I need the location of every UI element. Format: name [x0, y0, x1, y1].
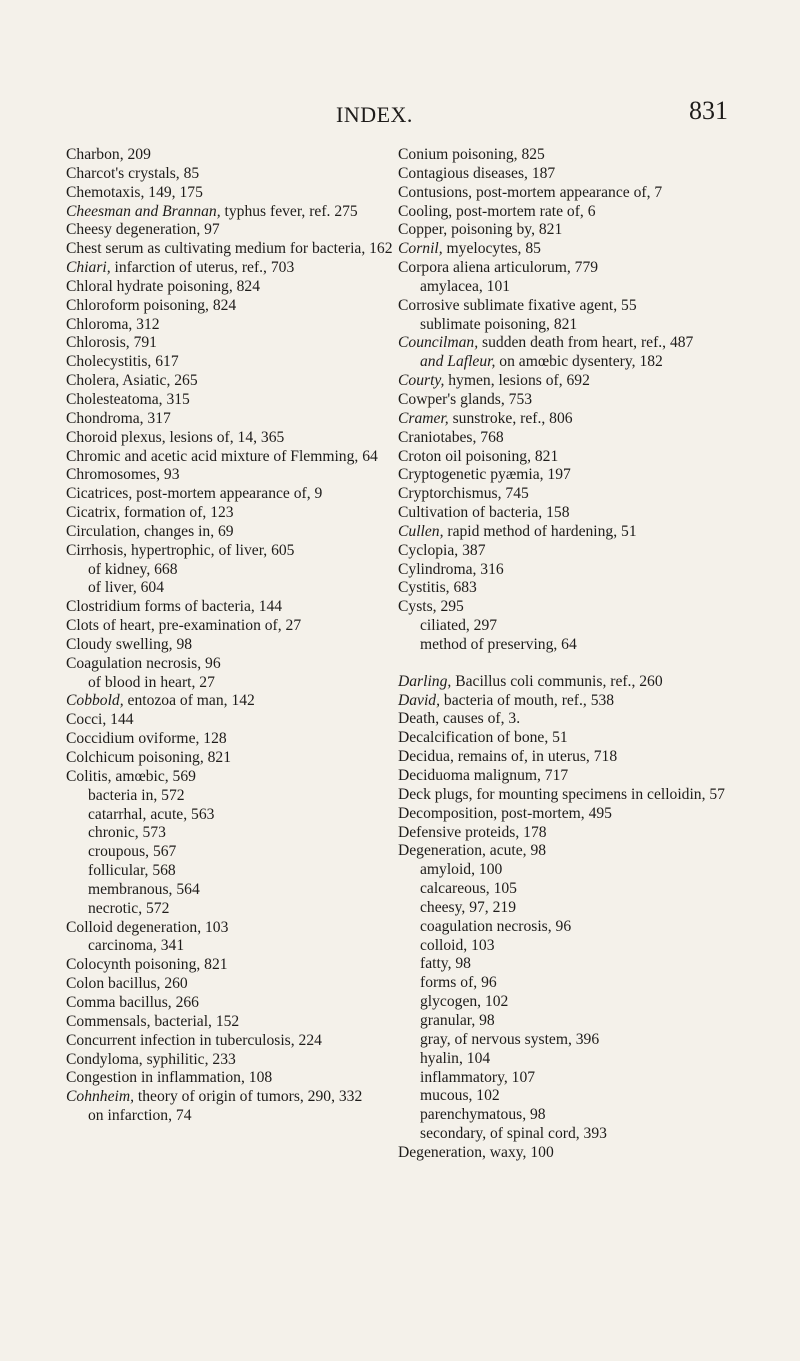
entry-text: Corpora aliena articulorum, 779	[398, 259, 599, 277]
index-subentry	[398, 974, 743, 993]
entry-text: Decalcification of bone, 51	[398, 729, 568, 747]
index-entry	[66, 203, 396, 222]
entry-text: typhus fever, ref. 275	[220, 202, 358, 220]
entry-text: ciliated, 297	[420, 617, 498, 635]
index-subentry	[66, 824, 396, 843]
index-entry	[398, 184, 743, 203]
entry-text: hymen, lesions of, 692	[444, 372, 590, 390]
entry-text: Circulation, changes in, 69	[66, 522, 234, 540]
index-subentry	[398, 353, 743, 372]
index-entry	[66, 278, 396, 297]
entry-text: Congestion in inflammation, 108	[66, 1069, 273, 1087]
index-entry	[398, 598, 743, 617]
entry-text: parenchymatous, 98	[420, 1106, 546, 1124]
entry-text: bacteria in, 572	[88, 786, 185, 804]
entry-text: Cooling, post-mortem rate of, 6	[398, 202, 596, 220]
index-entry	[398, 410, 743, 429]
entry-text: forms of, 96	[420, 974, 497, 992]
entry-text: Colon bacillus, 260	[66, 975, 188, 993]
index-column-left	[66, 146, 396, 1126]
entry-text: of liver, 604	[88, 579, 165, 597]
index-entry	[398, 485, 743, 504]
index-subentry	[66, 561, 396, 580]
entry-text: secondary, of spinal cord, 393	[420, 1125, 607, 1143]
index-entry	[66, 994, 396, 1013]
entry-text: Degeneration, waxy, 100	[398, 1143, 554, 1161]
index-entry	[66, 919, 396, 938]
index-entry	[398, 824, 743, 843]
index-entry	[66, 372, 396, 391]
index-subentry	[398, 937, 743, 956]
index-entry	[398, 748, 743, 767]
author-name: Councilman,	[398, 334, 479, 352]
entry-text: Cystitis, 683	[398, 579, 477, 597]
entry-text: on infarction, 74	[88, 1107, 192, 1125]
entry-text: Copper, poisoning by, 821	[398, 221, 563, 239]
entry-text: Chest serum as cultivating medium for bacteria, 162	[66, 240, 393, 258]
index-entry	[66, 353, 396, 372]
page-number: 831	[689, 96, 728, 125]
entry-text: Contagious diseases, 187	[398, 164, 556, 182]
index-subentry	[398, 955, 743, 974]
index-entry	[66, 1032, 396, 1051]
index-entry	[66, 975, 396, 994]
index-entry	[66, 391, 396, 410]
author-name: David,	[398, 691, 441, 709]
entry-text: Cowper's glands, 753	[398, 390, 533, 408]
entry-text: colloid, 103	[420, 936, 495, 954]
index-subentry	[398, 617, 743, 636]
author-name: Cheesman and Brannan,	[66, 202, 221, 220]
index-entry	[398, 842, 743, 861]
index-subentry	[398, 636, 743, 655]
entry-text: Chondroma, 317	[66, 409, 171, 427]
entry-text: amylacea, 101	[420, 277, 511, 295]
entry-text: mucous, 102	[420, 1087, 500, 1105]
index-entry	[398, 561, 743, 580]
entry-text: on amœbic dysentery, 182	[495, 353, 663, 371]
entry-text: Chloroma, 312	[66, 315, 160, 333]
index-entry	[66, 259, 396, 278]
entry-text: Clostridium forms of bacteria, 144	[66, 598, 283, 616]
index-subentry	[66, 937, 396, 956]
entry-text: glycogen, 102	[420, 993, 509, 1011]
entry-text: Conium poisoning, 825	[398, 146, 545, 163]
entry-text: Decidua, remains of, in uterus, 718	[398, 748, 618, 766]
index-entry	[398, 1144, 743, 1163]
entry-text: Degeneration, acute, 98	[398, 842, 547, 860]
entry-text: Colitis, amœbic, 569	[66, 767, 196, 785]
index-entry	[66, 240, 396, 259]
index-subentry	[66, 881, 396, 900]
entry-text: Cyclopia, 387	[398, 541, 486, 559]
entry-text: Cysts, 295	[398, 598, 464, 616]
index-entry	[398, 466, 743, 485]
index-subentry	[398, 1012, 743, 1031]
index-entry	[66, 749, 396, 768]
entry-text: Coccidium oviforme, 128	[66, 730, 227, 748]
entry-text: Defensive proteids, 178	[398, 823, 547, 841]
index-subentry	[66, 862, 396, 881]
author-name: Cullen,	[398, 522, 444, 540]
index-entry	[66, 429, 396, 448]
index-subentry	[398, 316, 743, 335]
entry-text: Cholecystitis, 617	[66, 353, 179, 371]
index-entry	[398, 523, 743, 542]
index-entry	[398, 579, 743, 598]
entry-text: entozoa of man, 142	[123, 692, 255, 710]
index-entry	[398, 805, 743, 824]
entry-text: Death, causes of, 3.	[398, 710, 521, 728]
entry-text: Bacillus coli communis, ref., 260	[451, 672, 663, 690]
index-subentry	[398, 1050, 743, 1069]
entry-text: fatty, 98	[420, 955, 471, 973]
author-name: Chiari,	[66, 259, 111, 277]
entry-text: Concurrent infection in tuberculosis, 224	[66, 1031, 322, 1049]
entry-text: Chlorosis, 791	[66, 334, 157, 352]
entry-text: Croton oil poisoning, 821	[398, 447, 559, 465]
index-entry	[66, 655, 396, 674]
entry-text: sudden death from heart, ref., 487	[478, 334, 694, 352]
index-subentry	[398, 278, 743, 297]
entry-text: Cultivation of bacteria, 158	[398, 504, 570, 522]
index-entry	[398, 673, 743, 692]
running-head: INDEX.	[336, 102, 413, 127]
entry-text: Commensals, bacterial, 152	[66, 1012, 240, 1030]
entry-text: Contusions, post-mortem appearance of, 7	[398, 183, 663, 201]
index-entry	[398, 165, 743, 184]
entry-text: Condyloma, syphilitic, 233	[66, 1050, 236, 1068]
entry-text: of blood in heart, 27	[88, 673, 215, 691]
entry-text: calcareous, 105	[420, 880, 517, 898]
entry-text: Coagulation necrosis, 96	[66, 654, 221, 672]
index-entry	[66, 692, 396, 711]
index-entry	[398, 767, 743, 786]
entry-text: croupous, 567	[88, 843, 177, 861]
entry-text: coagulation necrosis, 96	[420, 917, 572, 935]
index-subentry	[398, 1087, 743, 1106]
entry-text: rapid method of hardening, 51	[443, 522, 637, 540]
entry-text: sublimate poisoning, 821	[420, 315, 578, 333]
index-entry	[66, 448, 396, 467]
index-entry	[398, 542, 743, 561]
entry-text: method of preserving, 64	[420, 635, 577, 653]
index-subentry	[66, 900, 396, 919]
entry-text: Choroid plexus, lesions of, 14, 365	[66, 428, 285, 446]
index-entry	[398, 259, 743, 278]
index-subentry	[398, 1125, 743, 1144]
entry-text: Colloid degeneration, 103	[66, 918, 229, 936]
index-entry	[398, 786, 743, 805]
index-entry	[66, 542, 396, 561]
index-entry	[66, 466, 396, 485]
entry-text: follicular, 568	[88, 862, 176, 880]
author-name: and Lafleur,	[420, 353, 496, 371]
entry-text: theory of origin of tumors, 290, 332	[134, 1088, 363, 1106]
index-entry	[66, 316, 396, 335]
entry-text: Cocci, 144	[66, 711, 134, 729]
entry-text: Colocynth poisoning, 821	[66, 956, 228, 974]
index-entry	[398, 504, 743, 523]
index-entry	[398, 240, 743, 259]
index-entry	[66, 146, 396, 165]
index-subentry	[398, 1106, 743, 1125]
author-name: Darling,	[398, 672, 452, 690]
entry-text: hyalin, 104	[420, 1049, 491, 1067]
entry-text: Charbon, 209	[66, 146, 151, 163]
index-column-right	[398, 146, 743, 1163]
entry-text: myelocytes, 85	[442, 240, 541, 258]
index-entry	[398, 710, 743, 729]
entry-text: Chemotaxis, 149, 175	[66, 183, 203, 201]
index-subentry	[398, 1069, 743, 1088]
index-subentry	[398, 899, 743, 918]
index-entry	[66, 730, 396, 749]
index-entry	[66, 598, 396, 617]
entry-text: Comma bacillus, 266	[66, 993, 199, 1011]
index-entry	[66, 711, 396, 730]
index-entry	[66, 1013, 396, 1032]
page-header	[0, 96, 800, 142]
index-entry	[66, 297, 396, 316]
index-entry	[66, 221, 396, 240]
index-subentry	[66, 806, 396, 825]
entry-text: gray, of nervous system, 396	[420, 1030, 600, 1048]
entry-text: Chromic and acetic acid mixture of Flemming, 64	[66, 447, 378, 465]
index-subentry	[398, 918, 743, 937]
index-entry	[398, 692, 743, 711]
index-entry	[398, 729, 743, 748]
entry-text: Craniotabes, 768	[398, 428, 504, 446]
index-entry	[398, 448, 743, 467]
entry-text: Colchicum poisoning, 821	[66, 749, 232, 766]
entry-text: infarction of uterus, ref., 703	[110, 259, 295, 277]
index-entry	[398, 429, 743, 448]
index-entry	[66, 768, 396, 787]
entry-text: Cirrhosis, hypertrophic, of liver, 605	[66, 541, 295, 559]
entry-text: Cholera, Asiatic, 265	[66, 372, 198, 390]
entry-text: chronic, 573	[88, 824, 166, 842]
entry-text: inflammatory, 107	[420, 1068, 536, 1086]
entry-text: Cicatrix, formation of, 123	[66, 504, 234, 522]
index-entry	[398, 203, 743, 222]
index-entry	[66, 410, 396, 429]
index-entry	[66, 485, 396, 504]
entry-text: Deciduoma malignum, 717	[398, 767, 569, 784]
index-entry	[398, 221, 743, 240]
index-entry	[66, 617, 396, 636]
entry-text: cheesy, 97, 219	[420, 898, 516, 916]
entry-text: Chromosomes, 93	[66, 466, 180, 484]
index-entry	[398, 297, 743, 316]
author-name: Cobbold,	[66, 692, 124, 710]
entry-text: Decomposition, post-mortem, 495	[398, 804, 612, 822]
entry-text: Cylindroma, 316	[398, 560, 504, 578]
index-subentry	[398, 993, 743, 1012]
entry-text: Cloudy swelling, 98	[66, 635, 193, 653]
index-entry	[66, 956, 396, 975]
entry-text: Cicatrices, post-mortem appearance of, 9	[66, 485, 323, 503]
entry-text: Chloroform poisoning, 824	[66, 296, 237, 314]
entry-text: Chloral hydrate poisoning, 824	[66, 277, 261, 295]
index-entry	[66, 636, 396, 655]
index-entry	[66, 1088, 396, 1107]
index-entry	[66, 1069, 396, 1088]
author-name: Cornil,	[398, 240, 443, 258]
author-name: Cohnheim,	[66, 1088, 135, 1106]
index-subentry	[398, 861, 743, 880]
index-entry	[66, 504, 396, 523]
index-subentry	[66, 843, 396, 862]
entry-text: necrotic, 572	[88, 899, 170, 917]
author-name: Courty,	[398, 372, 445, 390]
entry-text: Cheesy degeneration, 97	[66, 221, 220, 239]
index-entry	[66, 165, 396, 184]
entry-text: Clots of heart, pre-examination of, 27	[66, 617, 302, 635]
index-entry	[398, 146, 743, 165]
entry-text: amyloid, 100	[420, 861, 503, 879]
index-entry	[398, 391, 743, 410]
index-subentry	[398, 1031, 743, 1050]
index-subentry	[66, 674, 396, 693]
entry-text: of kidney, 668	[88, 560, 178, 578]
entry-text: catarrhal, acute, 563	[88, 805, 215, 823]
index-entry	[398, 372, 743, 391]
entry-text: Charcot's crystals, 85	[66, 164, 200, 182]
entry-text: Cryptorchismus, 745	[398, 485, 529, 503]
index-entry	[398, 334, 743, 353]
entry-text: Corrosive sublimate fixative agent, 55	[398, 296, 637, 314]
entry-text: Cholesteatoma, 315	[66, 390, 190, 408]
entry-text: granular, 98	[420, 1011, 495, 1029]
entry-text: membranous, 564	[88, 880, 200, 898]
entry-text: sunstroke, ref., 806	[448, 409, 573, 427]
index-subentry	[66, 1107, 396, 1126]
index-subentry	[66, 579, 396, 598]
author-name: Cramer,	[398, 409, 449, 427]
entry-text: Deck plugs, for mounting specimens in celloidin, 57	[398, 785, 725, 803]
index-entry	[66, 184, 396, 203]
index-entry	[66, 523, 396, 542]
index-entry	[66, 334, 396, 353]
index-entry	[66, 1051, 396, 1070]
entry-text: bacteria of mouth, ref., 538	[440, 691, 615, 709]
index-subentry	[66, 787, 396, 806]
entry-text: carcinoma, 341	[88, 937, 185, 955]
section-gap	[398, 655, 743, 673]
entry-text: Cryptogenetic pyæmia, 197	[398, 466, 571, 484]
index-subentry	[398, 880, 743, 899]
